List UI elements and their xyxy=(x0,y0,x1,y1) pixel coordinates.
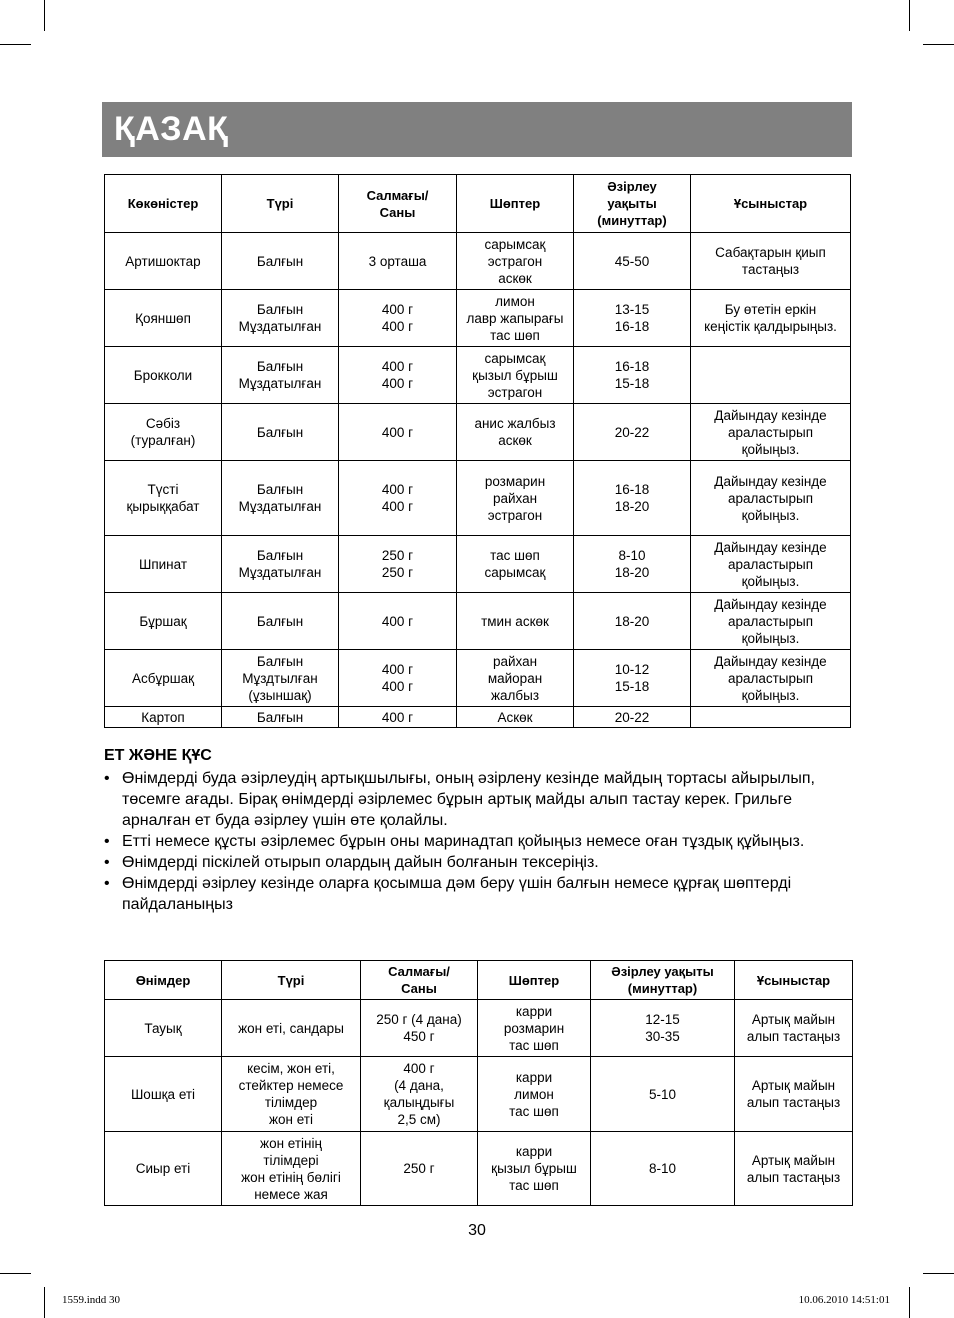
table-cell: Балғын xyxy=(222,593,339,650)
table-row xyxy=(105,650,851,707)
table-cell: 8-10 18-20 xyxy=(574,536,691,593)
table-cell: кесім, жон еті, стейктер немесе тілімдер жон еті xyxy=(222,1057,361,1132)
crop-mark xyxy=(44,1287,45,1318)
table-cell: Балғын Мұздатылған xyxy=(222,461,339,536)
table-cell: лимон лавр жапырағы тас шөп xyxy=(457,290,574,347)
table-cell: Балғын xyxy=(222,404,339,461)
column-header: Түрі xyxy=(222,961,361,1000)
table-row xyxy=(105,1000,853,1057)
table-cell: Артишоктар xyxy=(105,233,222,290)
table-cell: 20-22 xyxy=(574,707,691,728)
table-cell: 16-18 18-20 xyxy=(574,461,691,536)
column-header: Шөптер xyxy=(478,961,591,1000)
language-banner xyxy=(102,102,852,157)
slug-file-info: 1559.indd 30 xyxy=(62,1294,121,1306)
table-cell: Сиыр еті xyxy=(105,1132,222,1206)
meat-section xyxy=(104,745,844,915)
list-item xyxy=(104,831,844,852)
table-cell: Дайындау кезінде араластырып қойыңыз. xyxy=(691,650,851,707)
crop-mark xyxy=(0,44,31,45)
table-row xyxy=(105,290,851,347)
table-cell: Сәбіз (туралған) xyxy=(105,404,222,461)
table-cell: Тауық xyxy=(105,1000,222,1057)
list-item xyxy=(104,852,844,873)
meat-table xyxy=(104,960,853,1206)
table-cell: Артық майын алып тастаңыз xyxy=(735,1057,853,1132)
column-header: Әзірлеу уақыты (минуттар) xyxy=(591,961,735,1000)
column-header: Көкөністер xyxy=(105,175,222,233)
page-number: 30 xyxy=(468,1222,486,1239)
table-cell: Бұршақ xyxy=(105,593,222,650)
table-cell: 12-15 30-35 xyxy=(591,1000,735,1057)
table-row xyxy=(105,404,851,461)
crop-mark xyxy=(923,44,954,45)
table-cell: Балғын xyxy=(222,233,339,290)
column-header: Өнімдер xyxy=(105,961,222,1000)
column-header: Ұсыныстар xyxy=(691,175,851,233)
table-cell: жон етінің тілімдері жон етінің бөлігі немесе жая xyxy=(222,1132,361,1206)
table-row xyxy=(105,707,851,728)
table-cell: карри розмарин тас шөп xyxy=(478,1000,591,1057)
table-cell: 250 г xyxy=(361,1132,478,1206)
table-row xyxy=(105,593,851,650)
list-item-text: Өнімдерді әзірлеу кезінде оларға қосымша дәм беру үшін балғын немесе құрғақ шөптерді пайдаланыңыз xyxy=(122,875,792,913)
table-cell: 400 г 400 г xyxy=(339,461,457,536)
list-item-text: Өнімдерді буда әзірлеудің артықшылығы, оның әзірлену кезінде майдың тортасы айырылып, төсемге ағады. Бірақ өнімдерді әзірлемес бұрын артық майды алып тастау керек. Грильге арналған ет буда әзірлеу үшін өте қолайлы. xyxy=(122,770,815,829)
table-cell: 8-10 xyxy=(591,1132,735,1206)
table-cell: анис жалбыз аскөк xyxy=(457,404,574,461)
table-cell: Балғын Мұздтылған (ұзыншақ) xyxy=(222,650,339,707)
table-cell: Картоп xyxy=(105,707,222,728)
bullet-icon: • xyxy=(104,854,110,871)
table-cell: Балғын Мұздатылған xyxy=(222,290,339,347)
table-cell: розмарин райхан эстрагон xyxy=(457,461,574,536)
table-cell: Қояншөп xyxy=(105,290,222,347)
table-cell: Аскөк xyxy=(457,707,574,728)
table-header-row xyxy=(105,961,853,1000)
table-cell: 400 г xyxy=(339,707,457,728)
table-cell: Дайындау кезінде араластырып қойыңыз. xyxy=(691,404,851,461)
table-cell: Асбұршақ xyxy=(105,650,222,707)
list-item xyxy=(104,873,844,915)
table-cell: 20-22 xyxy=(574,404,691,461)
table-cell: Дайындау кезінде араластырып қойыңыз. xyxy=(691,461,851,536)
bullet-icon: • xyxy=(104,875,110,892)
table-header-row xyxy=(105,175,851,233)
bullet-icon: • xyxy=(104,770,110,787)
vegetables-table xyxy=(104,174,851,728)
table-cell: 5-10 xyxy=(591,1057,735,1132)
table-cell: 250 г (4 дана) 450 г xyxy=(361,1000,478,1057)
table-row xyxy=(105,536,851,593)
table-cell: Балғын Мұздатылған xyxy=(222,347,339,404)
crop-mark xyxy=(44,0,45,31)
table-row xyxy=(105,347,851,404)
table-cell: Шпинат xyxy=(105,536,222,593)
crop-mark xyxy=(909,0,910,31)
table-cell: 13-15 16-18 xyxy=(574,290,691,347)
column-header: Шөптер xyxy=(457,175,574,233)
table-cell: Түсті қырыққабат xyxy=(105,461,222,536)
table-cell: Балғын xyxy=(222,707,339,728)
slug-timestamp: 10.06.2010 14:51:01 xyxy=(798,1294,890,1306)
column-header: Салмағы/ Саны xyxy=(361,961,478,1000)
table-cell: карри қызыл бұрыш тас шөп xyxy=(478,1132,591,1206)
table-row xyxy=(105,1132,853,1206)
table-cell xyxy=(691,707,851,728)
table-cell: жон еті, сандары xyxy=(222,1000,361,1057)
column-header: Ұсыныстар xyxy=(735,961,853,1000)
table-cell: 400 г (4 дана, қалыңдығы 2,5 см) xyxy=(361,1057,478,1132)
table-cell: 16-18 15-18 xyxy=(574,347,691,404)
column-header: Салмағы/ Саны xyxy=(339,175,457,233)
table-cell: Бу өтетін еркін кеңістік қалдырыңыз. xyxy=(691,290,851,347)
bullet-icon: • xyxy=(104,833,110,850)
table-cell: 400 г 400 г xyxy=(339,290,457,347)
table-cell: 45-50 xyxy=(574,233,691,290)
table-cell: карри лимон тас шөп xyxy=(478,1057,591,1132)
table-cell: Шошқа еті xyxy=(105,1057,222,1132)
table-cell: Артық майын алып тастаңыз xyxy=(735,1000,853,1057)
table-row xyxy=(105,461,851,536)
table-cell: Брокколи xyxy=(105,347,222,404)
table-cell: тас шөп сарымсақ xyxy=(457,536,574,593)
crop-mark xyxy=(0,1273,31,1274)
column-header: Түрі xyxy=(222,175,339,233)
crop-mark xyxy=(909,1287,910,1318)
table-cell xyxy=(691,347,851,404)
table-cell: Балғын Мұздатылған xyxy=(222,536,339,593)
table-cell: 400 г xyxy=(339,404,457,461)
list-item xyxy=(104,768,844,831)
table-cell: Дайындау кезінде араластырып қойыңыз. xyxy=(691,593,851,650)
table-row xyxy=(105,1057,853,1132)
table-cell: тмин аскөк xyxy=(457,593,574,650)
table-cell: 400 г 400 г xyxy=(339,650,457,707)
bullet-list xyxy=(104,768,844,915)
table-cell: 18-20 xyxy=(574,593,691,650)
table-cell: сарымсақ эстрагон аскөк xyxy=(457,233,574,290)
table-cell: 250 г 250 г xyxy=(339,536,457,593)
section-title: ЕТ ЖӘНЕ ҚҰС xyxy=(104,747,212,764)
table-row xyxy=(105,233,851,290)
table-cell: 400 г 400 г xyxy=(339,347,457,404)
list-item-text: Өнімдерді піскілей отырып олардың дайын болғанын тексеріңіз. xyxy=(122,854,599,871)
table-cell: райхан майоран жалбыз xyxy=(457,650,574,707)
table-cell: сарымсақ қызыл бұрыш эстрагон xyxy=(457,347,574,404)
table-cell: Артық майын алып тастаңыз xyxy=(735,1132,853,1206)
table-cell: 400 г xyxy=(339,593,457,650)
column-header: Әзірлеу уақыты (минуттар) xyxy=(574,175,691,233)
page-title: ҚАЗАҚ xyxy=(114,110,229,148)
table-cell: Дайындау кезінде араластырып қойыңыз. xyxy=(691,536,851,593)
table-cell: Сабақтарын қиып тастаңыз xyxy=(691,233,851,290)
table-cell: 3 орташа xyxy=(339,233,457,290)
list-item-text: Етті немесе құсты әзірлемес бұрын оны маринадтап қойыңыз немесе оған тұздық құйыңыз. xyxy=(122,833,805,850)
table-cell: 10-12 15-18 xyxy=(574,650,691,707)
crop-mark xyxy=(923,1273,954,1274)
